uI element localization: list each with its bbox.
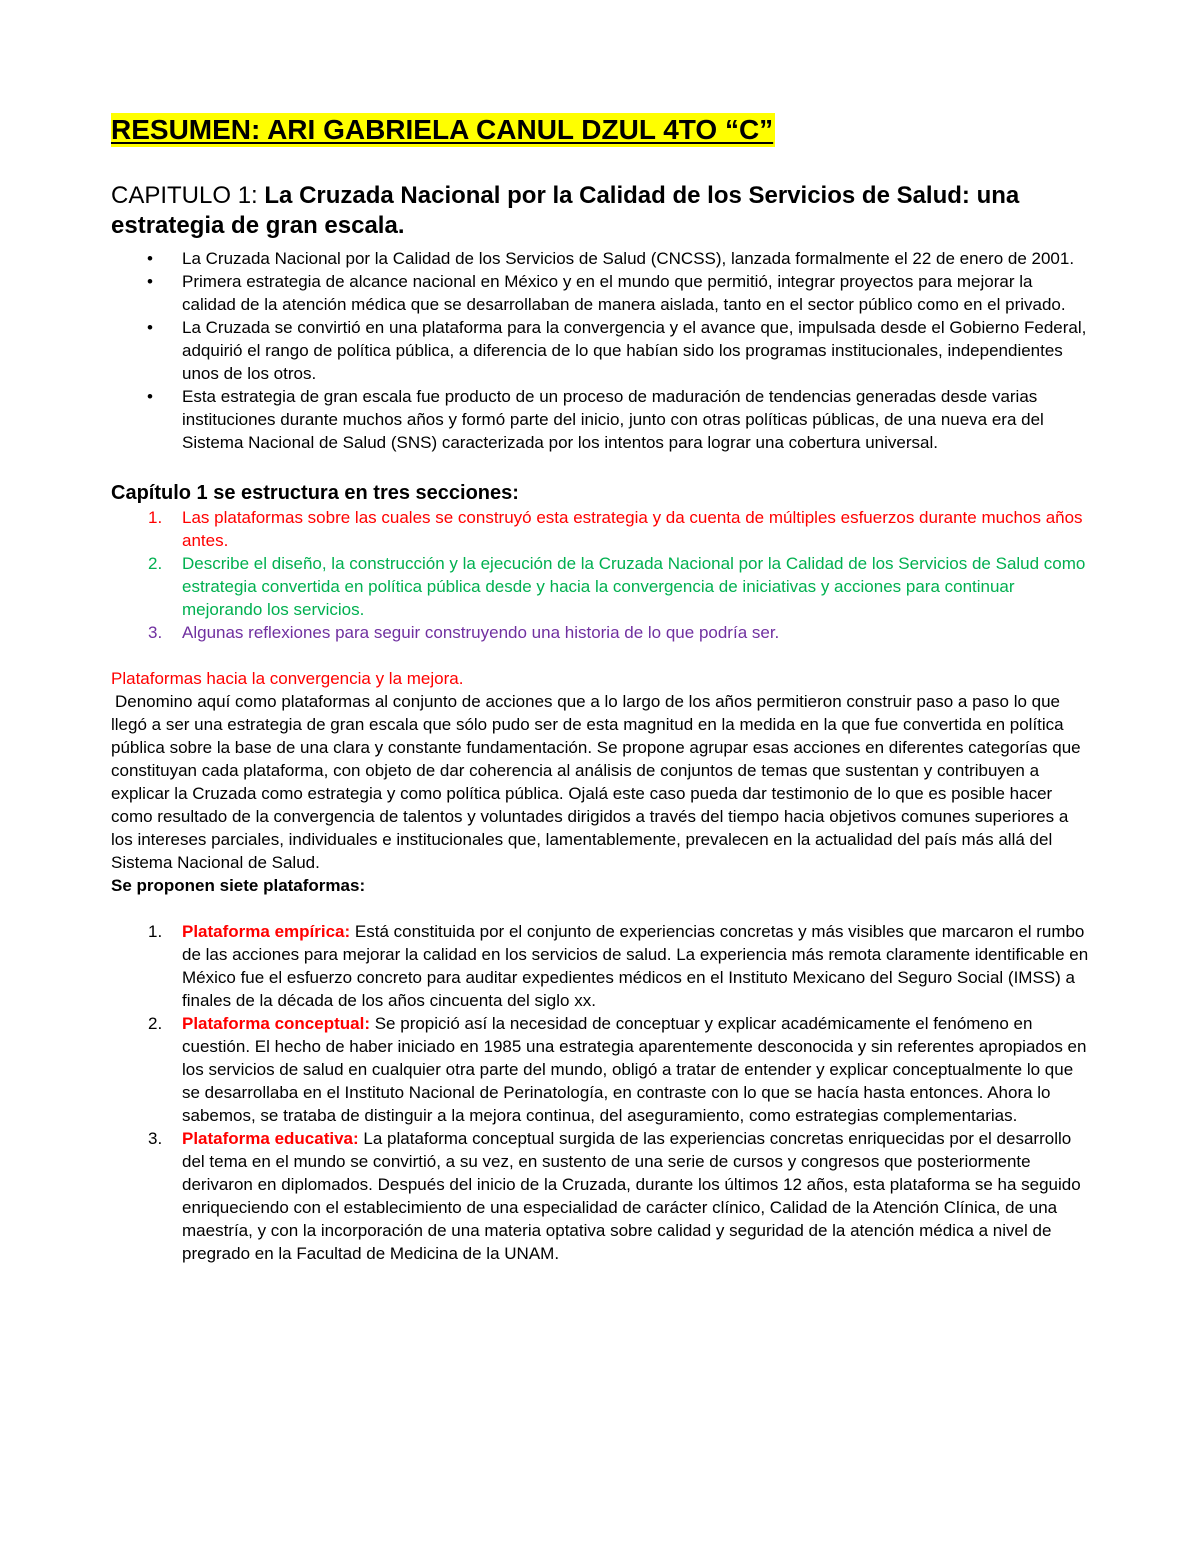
platform-text: Está constituida por el conjunto de experiencias concretas y más visibles que marcaron el rumbo de las acciones para mejorar la calidad en los servicios de salud. La experiencia más remota claramente identificable en México fue el esfuerzo concreto para auditar expedientes médicos en el Instituto Mexicano del Seguro Social (IMSS) a finales de la década de los años cincuenta del siglo xx. <box>182 922 1089 1010</box>
platform-number: 3. <box>148 1129 163 1148</box>
section-text: Algunas reflexiones para seguir construyendo una historia de lo que podría ser. <box>182 623 780 642</box>
bullet-icon: • <box>147 272 153 291</box>
sections-list <box>111 506 1090 644</box>
platforms-list <box>111 920 1090 1265</box>
platforms-proposal: Se proponen siete plataformas: <box>111 876 366 895</box>
bullet-text: La Cruzada se convirtió en una plataforma para la convergencia y el avance que, impulsada desde el Gobierno Federal, adquirió el rango de política pública, a diferencia de lo que habían sido los programas institucionales, independientes unos de los otros. <box>182 318 1087 383</box>
platform-text: La plataforma conceptual surgida de las experiencias concretas enriquecidas por el desarrollo del tema en el mundo se convirtió, a su vez, en sustento de una serie de cursos y congresos que posteriormente derivaron en diplomados. Después del inicio de la Cruzada, durante los últimos 12 años, esta plataforma se ha seguido enriqueciendo con el establecimiento de una especialidad de carácter clínico, Calidad de la Atención Clínica, de una maestría, y con la incorporación de una materia optativa sobre calidad y seguridad de la atención médica a nivel de pregrado en la Facultad de Medicina de la UNAM. <box>182 1129 1081 1263</box>
platform-number: 1. <box>148 922 163 941</box>
bullet-text: Esta estrategia de gran escala fue producto de un proceso de maduración de tendencias generadas desde varias instituciones durante muchos años y formó parte del inicio, junto con otras políticas públicas, de una nueva era del Sistema Nacional de Salud (SNS) caracterizada por los intentos para lograr una cobertura universal. <box>182 387 1044 452</box>
bullet-item <box>111 316 1090 385</box>
section-item <box>111 621 1090 644</box>
chapter-heading <box>111 181 1090 241</box>
platform-label: Plataforma empírica: <box>182 922 351 941</box>
platforms-heading: Plataformas hacia la convergencia y la mejora. <box>111 669 464 688</box>
platform-text: Se propició así la necesidad de conceptuar y explicar académicamente el fenómeno en cuestión. El hecho de haber iniciado en 1985 una estrategia aparentemente desconocida y sin referentes apropiados en los servicios de salud en cualquier otra parte del mundo, obligó a tratar de entender y explicar conceptualmente lo que se desarrollaba en el Instituto Nacional de Perinatología, en contraste con lo que se hacía hasta entonces. Ahora lo sabemos, se trataba de distinguir a la mejora continua, del aseguramiento, como estrategias complementarias. <box>182 1014 1087 1125</box>
bullet-item <box>111 270 1090 316</box>
section-number: 3. <box>148 623 163 642</box>
section-item <box>111 552 1090 621</box>
page-title: RESUMEN: ARI GABRIELA CANUL DZUL 4TO “C” <box>111 114 774 145</box>
section-number: 1. <box>148 508 163 527</box>
sections-heading: Capítulo 1 se estructura en tres secciones: <box>111 482 519 504</box>
bullet-item <box>111 385 1090 454</box>
section-text: Describe el diseño, la construcción y la ejecución de la Cruzada Nacional por la Calidad de los Servicios de Salud como estrategia convertida en política pública desde y hacia la convergencia de iniciativas y acciones para continuar mejorando los servicios. <box>182 554 1086 619</box>
chapter-prefix: CAPITULO 1: <box>111 182 258 209</box>
bullet-text: La Cruzada Nacional por la Calidad de los Servicios de Salud (CNCSS), lanzada formalmente el 22 de enero de 2001. <box>182 249 1075 268</box>
platform-number: 2. <box>148 1014 163 1033</box>
platform-label: Plataforma educativa: <box>182 1129 359 1148</box>
platform-item <box>111 1012 1090 1127</box>
section-text: Las plataformas sobre las cuales se construyó esta estrategia y da cuenta de múltiples esfuerzos durante muchos años antes. <box>182 508 1083 550</box>
section-item <box>111 506 1090 552</box>
chapter-bullet-list <box>111 247 1090 454</box>
platform-item <box>111 1127 1090 1265</box>
bullet-text: Primera estrategia de alcance nacional en México y en el mundo que permitió, integrar proyectos para mejorar la calidad de la atención médica que se desarrollaban de manera aislada, tanto en el sector público como en el privado. <box>182 272 1066 314</box>
platform-label: Plataforma conceptual: <box>182 1014 370 1033</box>
platforms-paragraph: Denomino aquí como plataformas al conjunto de acciones que a lo largo de los años permitieron construir paso a paso lo que llegó a ser una estrategia de gran escala que sólo pudo ser de esta magnitud en la medida en la que fue convertida en política pública sobre la base de una clara y constante fundamentación. Se propone agrupar esas acciones en diferentes categorías que constituyan cada plataforma, con objeto de dar coherencia al análisis de conjuntos de temas que sustentan y contribuyen a explicar la Cruzada como estrategia y como política pública. Ojalá este caso pueda dar testimonio de lo que es posible hacer como resultado de la convergencia de talentos y voluntades dirigidos a través del tiempo hacia objetivos comunes superiores a los intereses parciales, individuales e institucionales que, lamentablemente, prevalecen en la actualidad del país más allá del Sistema Nacional de Salud. <box>111 692 1081 872</box>
chapter-title: La Cruzada Nacional por la Calidad de los Servicios de Salud: una estrategia de gran escala. <box>111 182 1020 239</box>
section-number: 2. <box>148 554 163 573</box>
bullet-icon: • <box>147 387 153 406</box>
bullet-icon: • <box>147 318 153 337</box>
bullet-item <box>111 247 1090 270</box>
bullet-icon: • <box>147 249 153 268</box>
platform-item <box>111 920 1090 1012</box>
